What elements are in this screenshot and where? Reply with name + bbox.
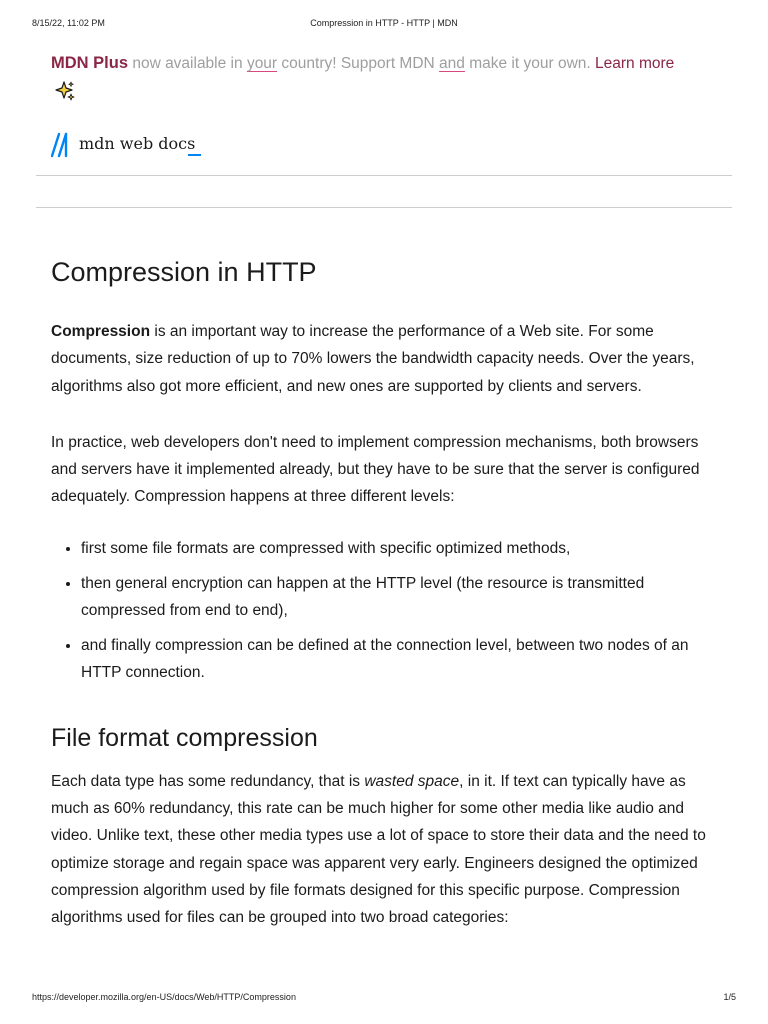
section-emphasis: wasted space	[364, 772, 460, 790]
mdn-logo-text: mdn web docs	[79, 134, 196, 153]
divider	[36, 207, 732, 208]
mdn-logo-icon	[51, 132, 77, 158]
list-item: • then general encryption can happen at the HTTP level (the resource is transmitted compressed from end to end),	[81, 570, 721, 624]
practice-paragraph: In practice, web developers don't need to implement compression mechanisms, both browsers and servers have it implemented already, but they have to be sure that the server is configured adequately. Compression happens at three different levels:	[51, 433, 700, 506]
list-item: • first some file formats are compressed with specific optimized methods,	[81, 535, 721, 562]
print-header	[32, 18, 736, 32]
list-item: • and finally compression can be defined at the connection level, between two nodes of an HTTP connection.	[81, 632, 721, 686]
learn-more-link[interactable]: Learn more	[595, 55, 675, 72]
sparkle-icon	[55, 81, 75, 101]
article-content	[51, 252, 721, 932]
logo-cursor	[188, 154, 201, 156]
file-format-paragraph	[51, 768, 721, 932]
intro-text: is an important way to increase the performance of a Web site. For some documents, size reduction of up to 70% lowers the bandwidth capacity needs. Over the years, algorithms also got more efficient, and new ones are supported by clients and servers.	[51, 323, 695, 395]
banner-brand: MDN Plus	[51, 54, 129, 72]
mdn-plus-banner	[51, 48, 691, 109]
print-footer	[32, 992, 736, 1006]
print-url: https://developer.mozilla.org/en-US/docs/Web/HTTP/Compression	[32, 992, 296, 1002]
article-title: Compression in HTTP	[51, 257, 317, 287]
intro-paragraph	[51, 318, 721, 400]
banner-text: country! Support MDN	[277, 55, 440, 72]
banner-link-your[interactable]: your	[246, 55, 278, 72]
divider	[36, 175, 732, 176]
banner-link-and[interactable]: and	[439, 55, 465, 72]
intro-bold-term: Compression	[51, 323, 151, 340]
print-date: 8/15/22, 11:02 PM	[32, 18, 105, 28]
print-page-number: 1/5	[723, 992, 736, 1002]
banner-text: make it your own.	[464, 55, 595, 72]
compression-levels-list	[51, 535, 721, 686]
print-page-title: Compression in HTTP - HTTP | MDN	[310, 18, 458, 28]
section-text: Each data type has some redundancy, that is	[51, 772, 365, 790]
section-text: , in it. If text can typically have as much as 60% redundancy, this rate can be much higher for some other media like audio and video. Unlike text, these other media types use a lot of space to store their data and the need to optimize storage and regain space was apparent very early. Engineers designed the optimized compression algorithm used by file formats designed for this specific purpose. Compression algorithms used for files can be grouped into two broad categories:	[51, 772, 706, 927]
banner-text: now available in	[128, 55, 247, 72]
section-heading-file-format: File format compression	[51, 723, 318, 752]
